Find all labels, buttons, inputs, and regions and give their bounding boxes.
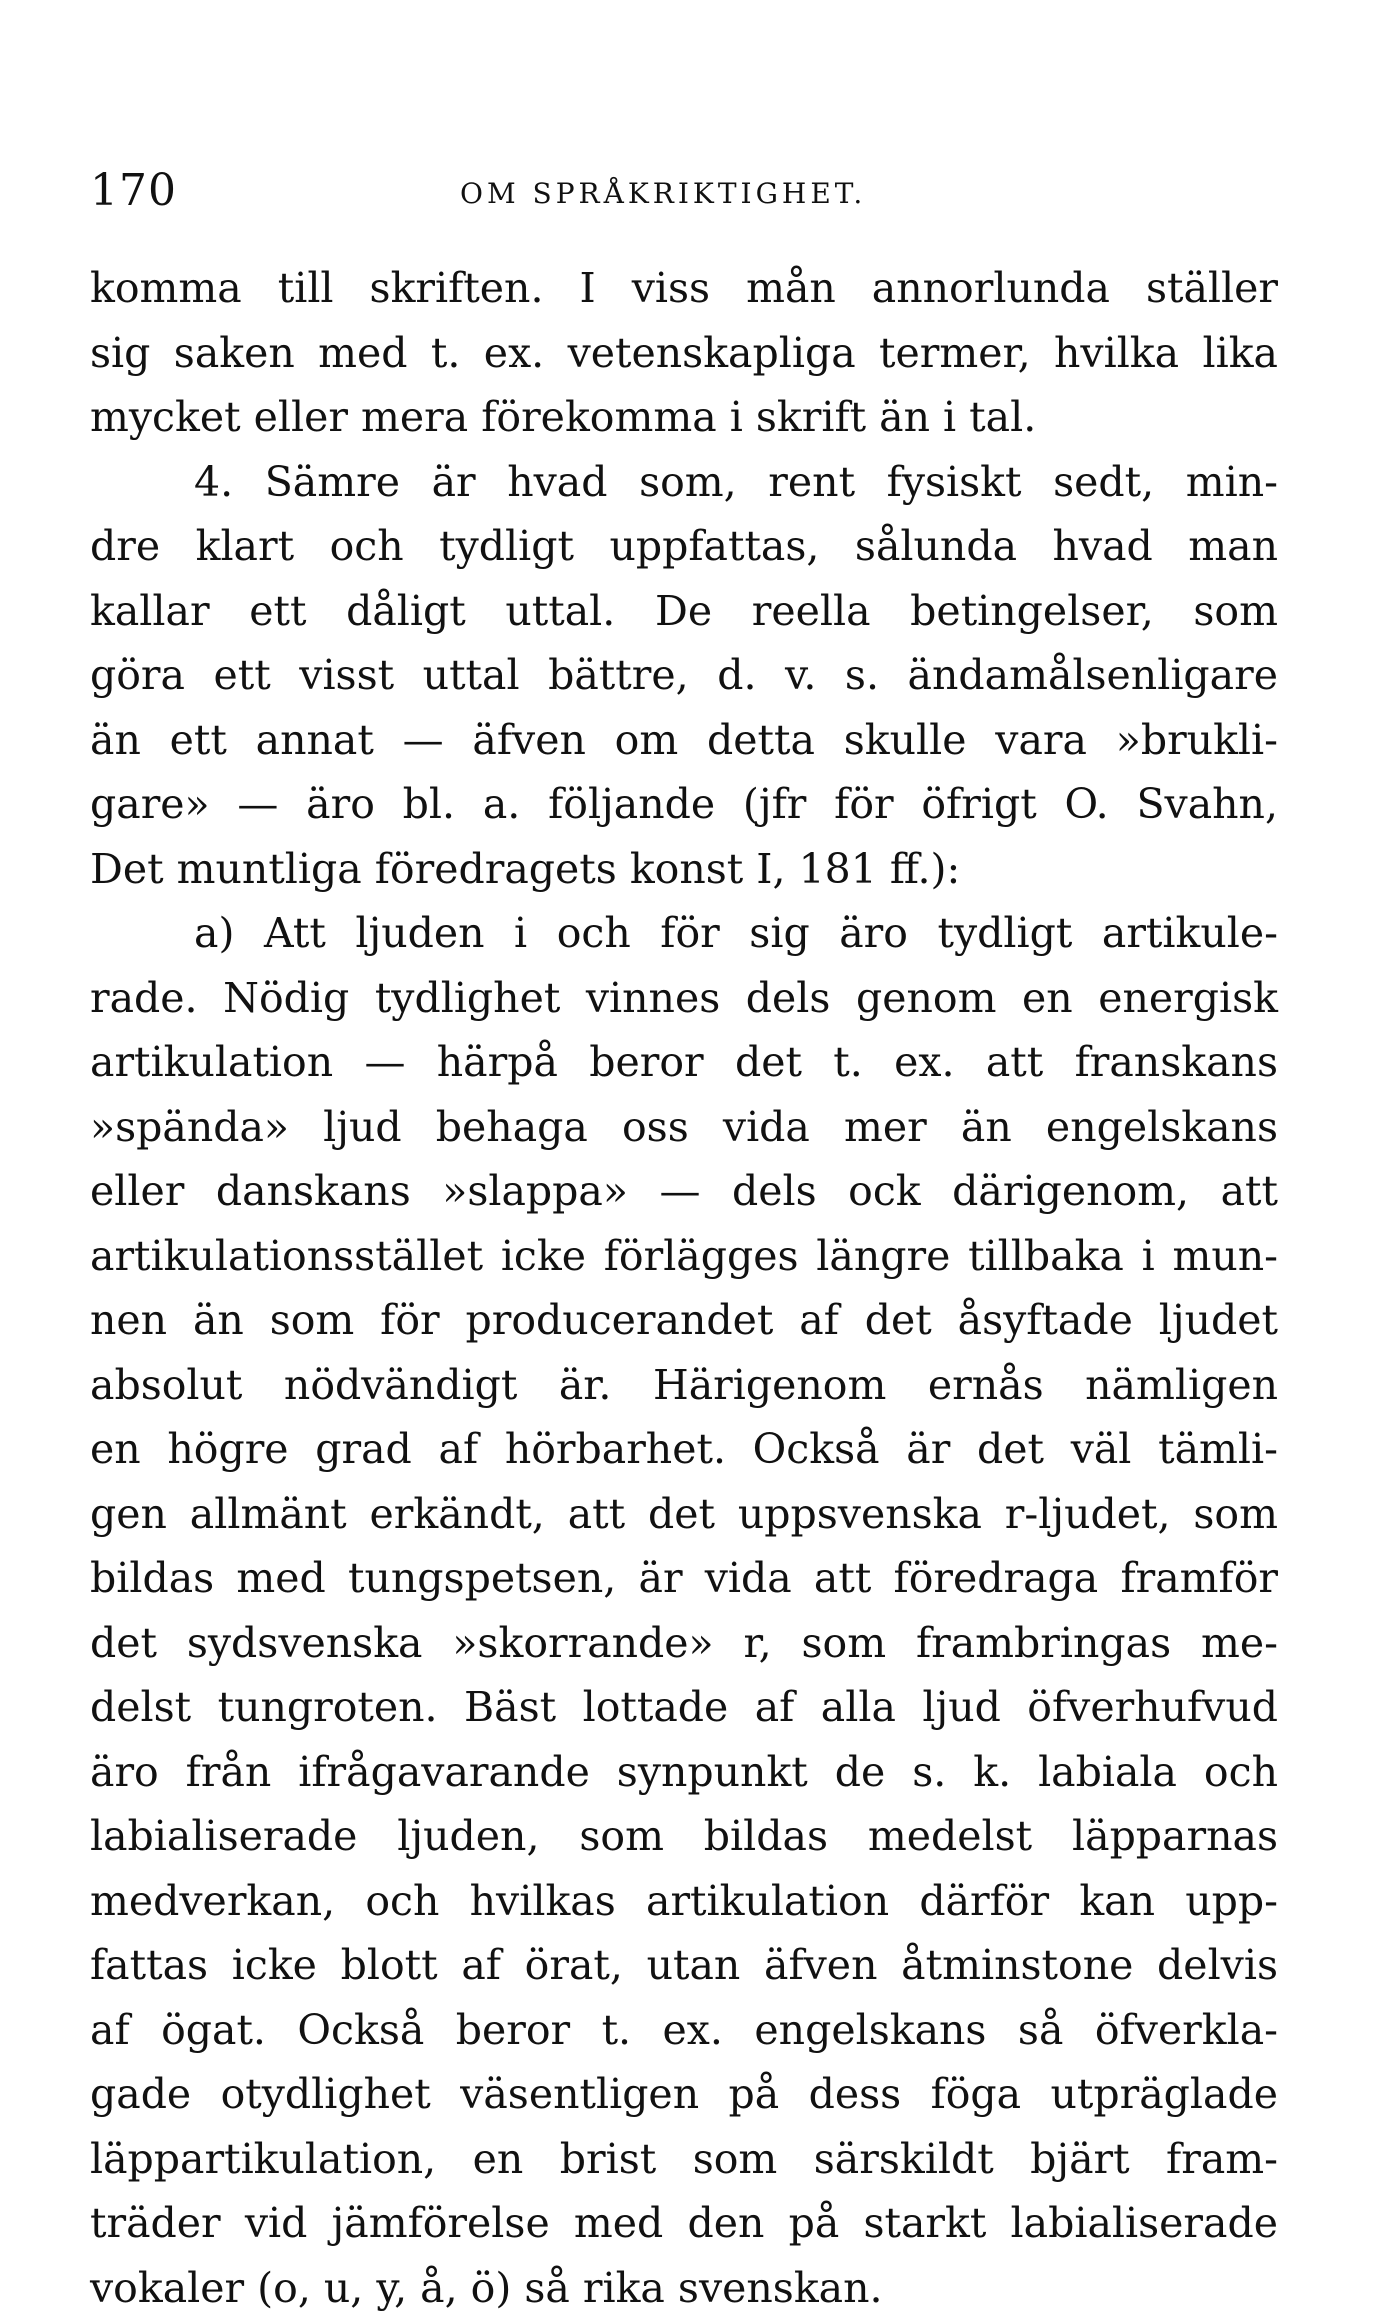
text-line: än ett annat — äfven om detta skulle vara »brukli- <box>90 715 1278 764</box>
text-line: nen än som för producerandet af det åsyftade ljudet <box>90 1296 1278 1344</box>
body-text <box>90 256 1278 2320</box>
text-line: 4. Sämre är hvad som, rent fysiskt sedt, min- <box>194 457 1278 506</box>
text-line: sig saken med t. ex. vetenskapliga termer, hvilka lika <box>90 328 1278 377</box>
text-line: vokaler (o, u, y, å, ö) så rika svenskan. <box>90 2263 883 2312</box>
text-line: träder vid jämförelse med den på starkt labialiserade <box>90 2199 1278 2247</box>
text-line: dre klart och tydligt uppfattas, sålunda hvad man <box>90 522 1278 570</box>
text-line: absolut nödvändigt är. Härigenom ernås nämligen <box>90 1360 1278 1409</box>
text-line: fattas icke blott af örat, utan äfven åtminstone delvis <box>90 1941 1278 1989</box>
page-number: 170 <box>90 165 177 216</box>
text-line: eller danskans »slappa» — dels ock därigenom, att <box>90 1167 1278 1215</box>
running-title: OM SPRÅKRIKTIGHET. <box>460 177 867 210</box>
text-line: labialiserade ljuden, som bildas medelst läpparnas <box>90 1812 1278 1860</box>
text-line: bildas med tungspetsen, är vida att föredraga framför <box>90 1554 1278 1602</box>
text-line: gare» — äro bl. a. följande (jfr för öfrigt O. Svahn, <box>90 780 1278 828</box>
text-line: medverkan, och hvilkas artikulation därför kan upp- <box>90 1876 1278 1925</box>
text-line: en högre grad af hörbarhet. Också är det väl tämli- <box>90 1425 1278 1473</box>
text-line: det sydsvenska »skorrande» r, som frambringas me- <box>90 1618 1278 1667</box>
text-line: rade. Nödig tydlighet vinnes dels genom en energisk <box>90 973 1278 1022</box>
text-line: läppartikulation, en brist som särskildt bjärt fram- <box>90 2134 1278 2183</box>
text-line: gen allmänt erkändt, att det uppsvenska r-ljudet, som <box>90 1489 1278 1538</box>
page-header <box>90 165 1270 225</box>
text-line: gade otydlighet väsentligen på dess föga utpräglade <box>90 2070 1278 2118</box>
text-line: mycket eller mera förekomma i skrift än i tal. <box>90 393 1037 441</box>
text-line: a) Att ljuden i och för sig äro tydligt artikule- <box>194 909 1278 957</box>
text-line: af ögat. Också beror t. ex. engelskans så öfverkla- <box>90 2005 1278 2054</box>
text-line: delst tungroten. Bäst lottade af alla ljud öfverhufvud <box>90 1683 1278 1731</box>
text-line: artikulationsstället icke förlägges längre tillbaka i mun- <box>90 1231 1278 1280</box>
text-line: kallar ett dåligt uttal. De reella betingelser, som <box>90 586 1278 635</box>
text-line: äro från ifrågavarande synpunkt de s. k. labiala och <box>90 1747 1278 1796</box>
text-line: Det muntliga föredragets konst I, 181 ff.): <box>90 844 961 893</box>
text-line: artikulation — härpå beror det t. ex. att franskans <box>90 1038 1278 1086</box>
text-line: göra ett visst uttal bättre, d. v. s. ändamålsenligare <box>90 651 1278 699</box>
text-line: »spända» ljud behaga oss vida mer än engelskans <box>90 1102 1278 1151</box>
text-line: komma till skriften. I viss mån annorlunda ställer <box>90 264 1278 312</box>
